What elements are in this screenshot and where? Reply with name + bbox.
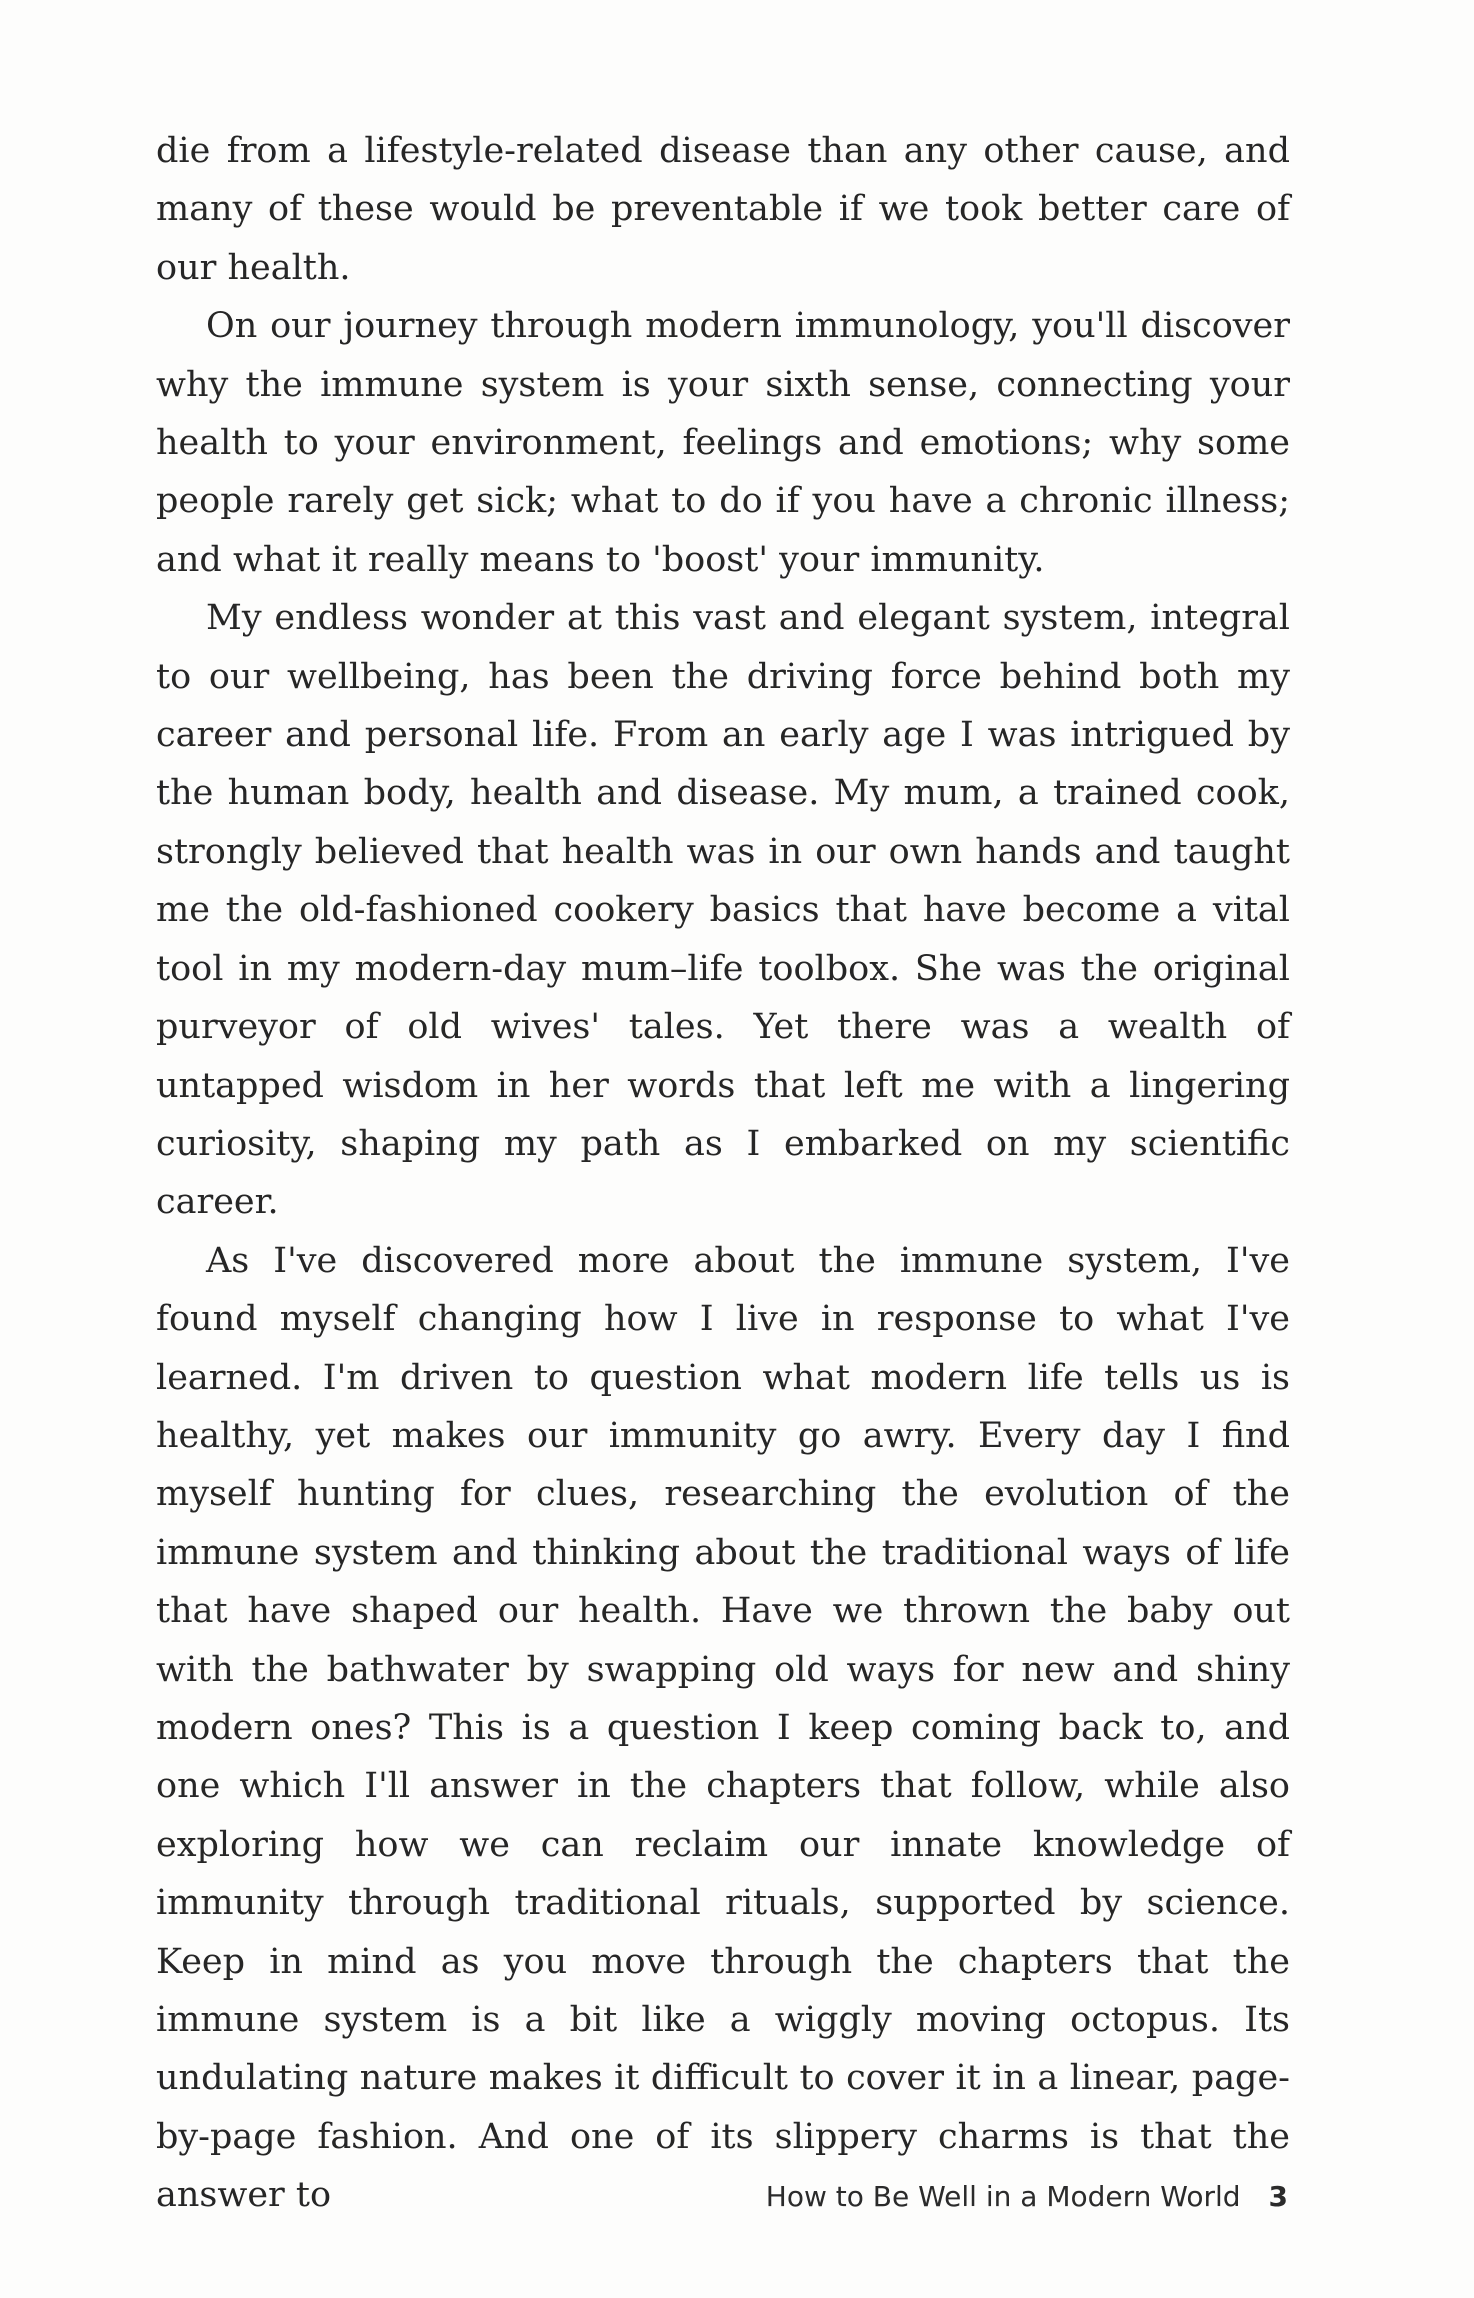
page-number: 3 [1268, 2180, 1288, 2213]
paragraph: My endless wonder at this vast and elegant system, integral to our wellbeing, has been the driving force behind both my career and personal life. From an early age I was intrigued by the human body, health and disease. My mum, a trained cook, strongly believed that health was in our own hands and taught me the old-fashioned cookery basics that have become a vital tool in my modern-day mum–life toolbox. She was the original purveyor of old wives' tales. Yet there was a wealth of untapped wisdom in her words that left me with a lingering curiosity, shaping my path as I embarked on my scientific career. [156, 598, 1290, 1223]
page-footer [766, 2180, 1288, 2213]
paragraph: On our journey through modern immunology, you'll discover why the immune system is your sixth sense, connecting your health to your environment, feelings and emotions; why some people rarely get sick; what to do if you have a chronic illness; and what it really means to 'boost' your immunity. [156, 306, 1290, 580]
paragraph-continuation: die from a lifestyle-related disease than any other cause, and many of these would be preventable if we took better care of our health. [156, 131, 1290, 288]
body-text [156, 122, 1290, 2225]
paragraph: As I've discovered more about the immune system, I've found myself changing how I live in response to what I've learned. I'm driven to question what modern life tells us is healthy, yet makes our immunity go awry. Every day I find myself hunting for clues, researching the evolution of the immune system and thinking about the traditional ways of life that have shaped our health. Have we thrown the baby out with the bathwater by swapping old ways for new and shiny modern ones? This is a question I keep coming back to, and one which I'll answer in the chapters that follow, while also exploring how we can reclaim our innate knowledge of immunity through traditional rituals, supported by science. Keep in mind as you move through the chapters that the immune system is a bit like a wiggly moving octopus. Its undulating nature makes it difficult to cover it in a linear, page-by-page fashion. And one of its slippery charms is that the answer to [156, 1240, 1290, 2216]
running-title: How to Be Well in a Modern World [765, 2180, 1241, 2213]
